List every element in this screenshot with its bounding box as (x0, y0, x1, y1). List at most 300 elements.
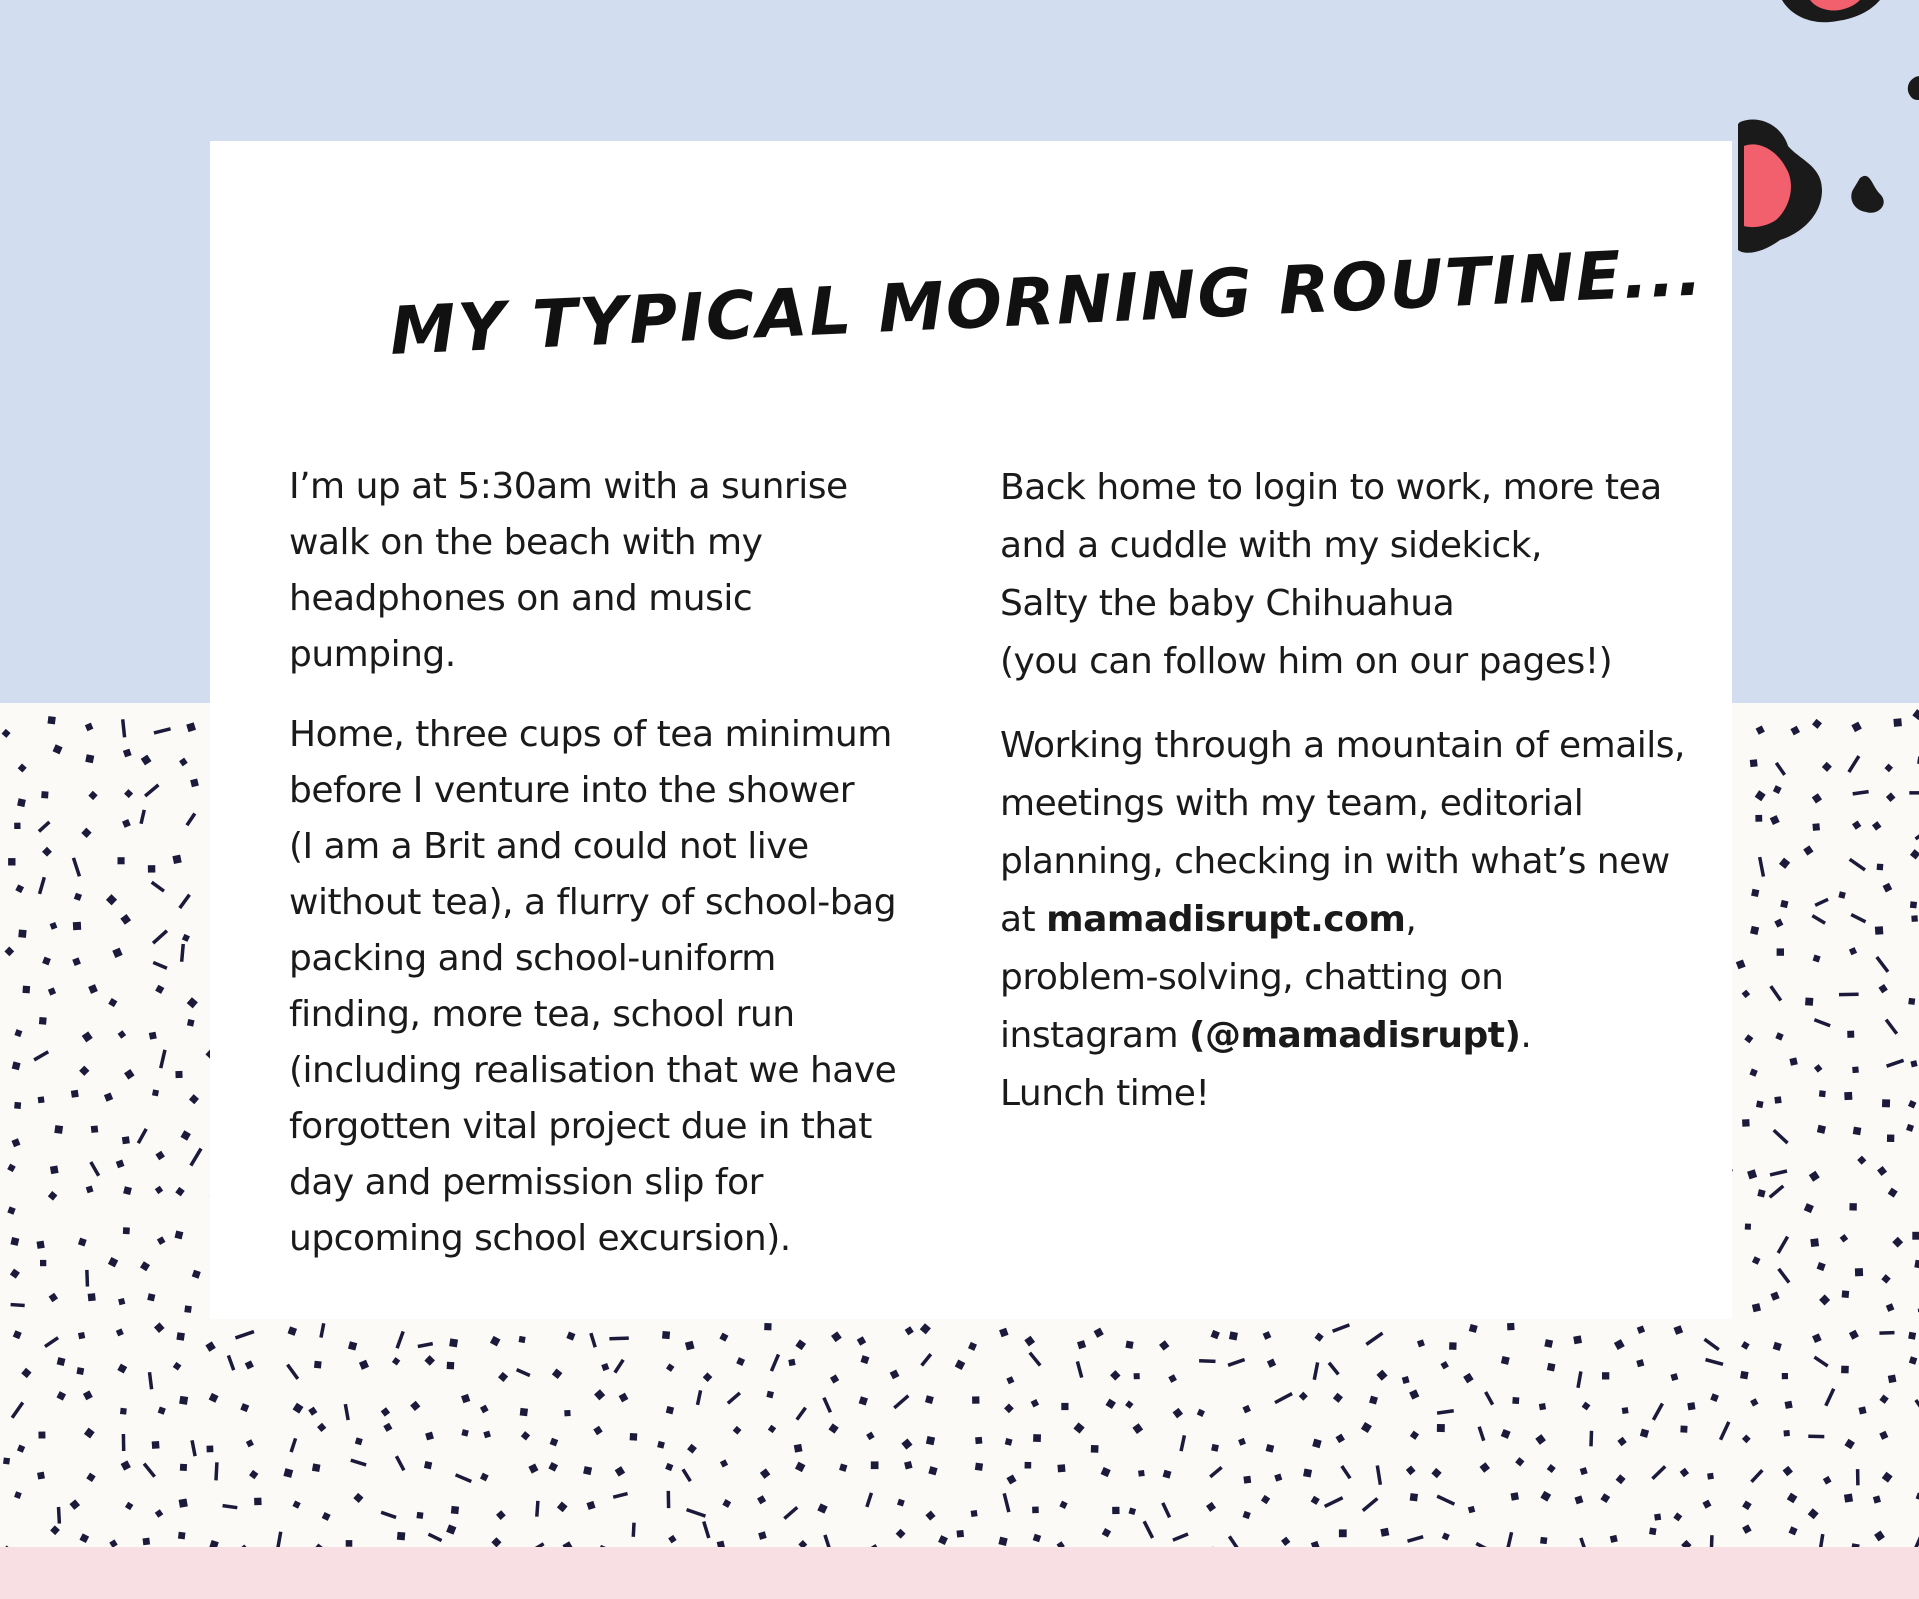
confetti-piece (83, 1390, 93, 1400)
confetti-piece (998, 1537, 1007, 1546)
confetti-piece (1274, 1392, 1293, 1404)
confetti-piece (1914, 1532, 1919, 1547)
confetti-piece (50, 1525, 60, 1535)
confetti-piece (410, 1401, 420, 1411)
confetti-piece (722, 1499, 731, 1508)
confetti-piece (1819, 1294, 1830, 1305)
confetti-piece (428, 1533, 443, 1543)
confetti-piece (1741, 1341, 1750, 1350)
confetti-piece (37, 1472, 45, 1480)
confetti-piece (535, 1501, 540, 1517)
confetti-piece (49, 1293, 58, 1302)
confetti-piece (81, 828, 91, 838)
confetti-piece (925, 1395, 934, 1404)
confetti-piece (1877, 1166, 1887, 1176)
confetti-piece (1702, 1500, 1711, 1509)
confetti-piece (176, 1332, 184, 1340)
confetti-piece (521, 1431, 530, 1440)
confetti-piece (353, 1493, 363, 1503)
confetti-piece (1842, 1290, 1850, 1298)
confetti-piece (10, 1303, 24, 1307)
confetti-piece (871, 1461, 879, 1469)
confetti-piece (831, 1331, 842, 1342)
confetti-piece (1102, 1528, 1111, 1537)
confetti-piece (516, 1368, 531, 1377)
confetti-piece (1616, 1474, 1626, 1484)
confetti-piece (190, 779, 199, 788)
confetti-piece (39, 1017, 47, 1025)
confetti-piece (1024, 1336, 1035, 1347)
confetti-piece (1266, 1444, 1275, 1453)
confetti-piece (1339, 1529, 1347, 1537)
confetti-piece (594, 1389, 605, 1400)
confetti-piece (1242, 1405, 1250, 1413)
confetti-piece (770, 1354, 780, 1372)
right-paragraph-2 (1000, 717, 1710, 1123)
confetti-piece (483, 1431, 491, 1439)
confetti-piece (1540, 1537, 1547, 1544)
confetti-piece (1515, 1457, 1524, 1466)
confetti-piece (186, 722, 196, 732)
confetti-piece (424, 1461, 432, 1469)
confetti-piece (180, 1464, 187, 1471)
confetti-piece (123, 1227, 130, 1234)
confetti-piece (1852, 820, 1861, 829)
confetti-piece (783, 1506, 798, 1520)
confetti-piece (1819, 1090, 1826, 1097)
confetti-piece (22, 986, 30, 994)
confetti-piece (392, 1357, 400, 1365)
confetti-piece (149, 1032, 157, 1040)
confetti-piece (956, 1530, 964, 1538)
confetti-piece (519, 1336, 526, 1343)
confetti-piece (1775, 762, 1786, 776)
confetti-piece (1314, 1332, 1323, 1341)
confetti-piece (151, 881, 165, 893)
confetti-piece (381, 1407, 390, 1416)
confetti-piece (33, 1050, 49, 1061)
confetti-piece (1197, 1409, 1205, 1417)
confetti-piece (1480, 1462, 1491, 1473)
confetti-piece (593, 1426, 602, 1435)
confetti-piece (1449, 1342, 1457, 1350)
confetti-piece (968, 1342, 977, 1351)
confetti-piece (1849, 858, 1866, 872)
confetti-piece (141, 755, 152, 766)
confetti-piece (1812, 719, 1822, 729)
left-paragraph-2: Home, three cups of tea minimum before I venture into the shower (I am a Brit and could not live without tea), a flurry of school-bag packing and school-uniform finding, more tea, school run (including realisation that we have forgotten vital project due in that day and permission slip for upcoming school excursion). (289, 714, 897, 1259)
confetti-piece (50, 1165, 59, 1174)
confetti-piece (1736, 959, 1746, 969)
confetti-piece (904, 1461, 912, 1469)
confetti-piece (1803, 845, 1813, 855)
confetti-piece (1888, 1188, 1898, 1198)
confetti-piece (1110, 1370, 1120, 1380)
confetti-piece (1407, 1535, 1424, 1543)
confetti-piece (1580, 1467, 1588, 1475)
confetti-piece (1649, 1528, 1657, 1536)
confetti-piece (1173, 1408, 1184, 1419)
confetti-piece (1809, 1171, 1820, 1182)
confetti-piece (589, 1333, 597, 1348)
confetti-piece (7, 1164, 16, 1173)
confetti-piece (1745, 1223, 1751, 1229)
right-paragraph-2-text-middle: , problem-solving, chatting on instagram (1000, 899, 1504, 1056)
confetti-piece (1680, 1426, 1687, 1433)
confetti-piece (1805, 997, 1813, 1005)
confetti-piece (1417, 1339, 1425, 1347)
confetti-piece (69, 1499, 80, 1510)
confetti-piece (1773, 1342, 1782, 1351)
confetti-piece (1312, 1439, 1322, 1449)
confetti-piece (1893, 718, 1902, 727)
confetti-piece (1879, 1431, 1888, 1440)
confetti-piece (1436, 1495, 1455, 1506)
confetti-piece (222, 1504, 237, 1510)
confetti-piece (209, 1540, 218, 1547)
confetti-piece (1784, 1401, 1792, 1409)
confetti-piece (955, 1360, 965, 1370)
confetti-piece (10, 1269, 20, 1279)
confetti-piece (920, 1353, 932, 1367)
confetti-piece (1238, 1438, 1246, 1446)
confetti-piece (1547, 1363, 1556, 1372)
confetti-piece (355, 1437, 363, 1445)
confetti-piece (496, 1510, 506, 1520)
confetti-piece (839, 1463, 847, 1471)
confetti-piece (1789, 1057, 1797, 1065)
confetti-piece (13, 1330, 22, 1339)
confetti-piece (4, 947, 14, 957)
confetti-piece (140, 1261, 150, 1271)
confetti-piece (1770, 815, 1780, 825)
confetti-piece (657, 1441, 665, 1449)
confetti-piece (206, 1445, 213, 1452)
confetti-piece (1463, 1373, 1473, 1383)
confetti-piece (1911, 915, 1918, 922)
confetti-piece (702, 1521, 710, 1539)
confetti-piece (348, 1341, 357, 1350)
confetti-piece (175, 1071, 182, 1078)
confetti-piece (1879, 1394, 1888, 1403)
confetti-piece (395, 1455, 406, 1471)
confetti-piece (666, 1363, 674, 1371)
confetti-piece (1263, 1331, 1272, 1340)
confetti-piece (1844, 1494, 1853, 1503)
confetti-piece (179, 1396, 188, 1405)
website-link[interactable]: mamadisrupt.com (1046, 899, 1406, 940)
confetti-piece (283, 1468, 293, 1478)
confetti-piece (1159, 1340, 1169, 1350)
confetti-piece (1033, 1434, 1041, 1442)
confetti-piece (788, 1359, 795, 1366)
right-paragraph-2-text-start: Working through a mountain of emails, meetings with my team, editorial planning, checking in with what’s new at (1000, 725, 1685, 940)
confetti-piece (1361, 1422, 1372, 1433)
confetti-piece (1437, 1424, 1445, 1432)
confetti-piece (938, 1535, 948, 1545)
confetti-piece (1057, 1464, 1065, 1472)
confetti-piece (1333, 1393, 1343, 1403)
confetti-piece (214, 1462, 218, 1480)
confetti-piece (455, 1473, 472, 1483)
confetti-piece (1873, 1495, 1881, 1503)
confetti-piece (14, 1491, 22, 1499)
confetti-piece (727, 1392, 741, 1405)
confetti-piece (85, 1270, 89, 1287)
confetti-piece (246, 1439, 254, 1447)
confetti-piece (1406, 1465, 1416, 1475)
confetti-piece (1132, 1423, 1143, 1434)
confetti-piece (1332, 1323, 1350, 1333)
confetti-piece (1742, 1434, 1751, 1443)
confetti-piece (1670, 1373, 1678, 1381)
confetti-piece (21, 1368, 31, 1378)
confetti-piece (1267, 1359, 1276, 1368)
confetti-piece (1812, 823, 1820, 831)
confetti-piece (1910, 849, 1919, 859)
confetti-piece (1199, 1359, 1216, 1363)
confetti-piece (1507, 1323, 1515, 1331)
instagram-handle-link[interactable]: (@mamadisrupt) (1188, 1015, 1521, 1056)
confetti-piece (1281, 1537, 1290, 1546)
confetti-piece (1773, 1129, 1789, 1144)
confetti-piece (757, 1495, 766, 1504)
confetti-piece (1884, 764, 1893, 773)
confetti-piece (564, 1410, 570, 1416)
confetti-piece (173, 1362, 182, 1371)
confetti-piece (1006, 1376, 1014, 1384)
confetti-piece (153, 961, 168, 970)
confetti-piece (54, 1125, 63, 1134)
confetti-piece (1750, 759, 1758, 767)
confetti-piece (175, 1187, 184, 1196)
confetti-piece (1299, 1392, 1308, 1401)
confetti-piece (1817, 1125, 1826, 1134)
confetti-piece (1512, 1397, 1519, 1404)
confetti-piece (901, 1439, 912, 1450)
confetti-piece (1410, 1493, 1418, 1501)
confetti-piece (1782, 1373, 1788, 1379)
confetti-piece (1243, 1511, 1251, 1519)
confetti-piece (975, 1437, 982, 1444)
confetti-piece (155, 1509, 163, 1517)
confetti-piece (137, 1128, 148, 1144)
confetti-piece (1229, 1331, 1238, 1340)
confetti-piece (155, 1151, 165, 1161)
confetti-piece (1369, 1396, 1378, 1405)
confetti-piece (1756, 1101, 1764, 1109)
confetti-piece (317, 1423, 326, 1432)
confetti-piece (1340, 1465, 1351, 1479)
confetti-piece (417, 1342, 433, 1348)
confetti-piece (293, 1403, 304, 1414)
confetti-piece (696, 1390, 703, 1405)
confetti-piece (397, 1532, 405, 1540)
confetti-piece (71, 1090, 79, 1098)
confetti-piece (1856, 1469, 1860, 1485)
confetti-piece (1888, 1374, 1897, 1383)
confetti-piece (48, 1191, 58, 1201)
confetti-piece (1539, 1403, 1546, 1410)
confetti-piece (619, 1393, 629, 1403)
confetti-piece (1742, 1119, 1750, 1127)
confetti-piece (88, 984, 98, 994)
confetti-piece (42, 847, 52, 857)
confetti-piece (1128, 1507, 1136, 1515)
confetti-piece (1812, 793, 1822, 803)
confetti-piece (1812, 1333, 1822, 1343)
confetti-piece (1311, 1496, 1320, 1505)
confetti-piece (703, 1372, 713, 1382)
confetti-piece (53, 744, 63, 754)
confetti-piece (1484, 1391, 1494, 1405)
confetti-piece (447, 1362, 455, 1370)
confetti-piece (1138, 1470, 1145, 1477)
confetti-piece (89, 1161, 100, 1176)
confetti-piece (76, 1367, 84, 1375)
confetti-piece (1774, 1096, 1781, 1103)
confetti-piece (1789, 1526, 1798, 1535)
confetti-piece (381, 1511, 397, 1519)
confetti-piece (1755, 815, 1762, 822)
confetti-piece (10, 1237, 19, 1246)
confetti-piece (1810, 1238, 1819, 1247)
confetti-piece (1751, 889, 1759, 897)
confetti-piece (1211, 1444, 1219, 1452)
confetti-piece (1172, 1532, 1188, 1541)
confetti-piece (312, 1463, 321, 1472)
confetti-piece (1908, 998, 1915, 1005)
confetti-piece (1640, 1429, 1649, 1438)
confetti-piece (88, 1293, 96, 1301)
confetti-piece (1501, 1356, 1510, 1365)
confetti-piece (446, 1524, 456, 1534)
confetti-piece (1025, 1462, 1032, 1469)
confetti-piece (1654, 1513, 1661, 1520)
confetti-piece (38, 1432, 45, 1439)
confetti-piece (179, 758, 188, 767)
confetti-piece (249, 1470, 258, 1479)
confetti-piece (1808, 1435, 1824, 1439)
confetti-piece (1787, 1493, 1798, 1504)
confetti-piece (1822, 762, 1832, 772)
confetti-piece (1886, 792, 1896, 802)
confetti-piece (1681, 1540, 1691, 1547)
confetti-piece (14, 1029, 22, 1037)
confetti-piece (1775, 1032, 1783, 1040)
confetti-piece (314, 1361, 322, 1369)
confetti-piece (795, 1462, 805, 1472)
confetti-piece (1477, 1426, 1485, 1441)
confetti-piece (1673, 1325, 1683, 1335)
confetti-piece (1881, 1274, 1890, 1283)
confetti-piece (451, 1506, 459, 1514)
confetti-piece (601, 1363, 609, 1371)
confetti-piece (1883, 883, 1893, 893)
confetti-piece (1031, 1399, 1039, 1407)
confetti-piece (47, 716, 55, 724)
confetti-piece (121, 1460, 131, 1470)
confetti-piece (121, 719, 126, 737)
confetti-piece (1813, 954, 1821, 962)
confetti-piece (798, 1540, 807, 1547)
confetti-piece (36, 1241, 44, 1249)
confetti-piece (1885, 1019, 1898, 1035)
confetti-piece (795, 1407, 807, 1421)
confetti-piece (425, 1432, 434, 1441)
confetti-piece (1909, 791, 1919, 795)
confetti-piece (155, 985, 164, 994)
confetti-piece (1839, 993, 1859, 997)
confetti-piece (1777, 948, 1784, 955)
confetti-piece (85, 723, 94, 732)
confetti-piece (1303, 1469, 1312, 1478)
confetti-piece (1105, 1399, 1115, 1409)
article-title: MY TYPICAL MORNING ROUTINE... (388, 233, 1706, 370)
confetti-piece (1206, 1502, 1216, 1512)
confetti-piece (154, 727, 171, 735)
confetti-piece (1844, 1092, 1852, 1100)
confetti-piece (292, 1500, 300, 1508)
confetti-piece (1211, 1330, 1220, 1339)
confetti-piece (123, 1186, 132, 1195)
confetti-piece (975, 1463, 983, 1471)
confetti-piece (1440, 1361, 1448, 1369)
right-paragraph-1: Back home to login to work, more tea and a cuddle with my sidekick, Salty the baby Chihuahua (you can follow him on our pages!) (1000, 467, 1662, 682)
confetti-piece (38, 821, 51, 833)
confetti-piece (1777, 1268, 1790, 1284)
confetti-piece (1783, 1430, 1790, 1437)
confetti-piece (123, 749, 132, 758)
confetti-piece (1755, 790, 1766, 801)
confetti-piece (148, 865, 156, 873)
confetti-piece (1886, 1303, 1895, 1312)
confetti-piece (1077, 1340, 1086, 1349)
confetti-piece (1168, 1374, 1177, 1383)
confetti-piece (1600, 1493, 1610, 1503)
confetti-piece (286, 1364, 299, 1380)
confetti-piece (1770, 1292, 1779, 1301)
confetti-piece (1261, 1495, 1270, 1504)
confetti-piece (1617, 1437, 1626, 1446)
confetti-piece (108, 1257, 118, 1267)
confetti-piece (461, 1429, 469, 1437)
confetti-piece (1808, 1508, 1819, 1519)
confetti-piece (189, 1148, 202, 1167)
confetti-piece (1742, 990, 1751, 999)
confetti-piece (1813, 1356, 1828, 1368)
confetti-piece (148, 1372, 154, 1389)
confetti-piece (719, 1333, 728, 1342)
confetti-piece (557, 1502, 568, 1513)
confetti-piece (79, 1066, 89, 1076)
confetti-piece (1892, 1237, 1903, 1248)
confetti-piece (175, 1231, 184, 1240)
confetti-piece (152, 929, 168, 944)
confetti-piece (1811, 914, 1826, 925)
confetti-piece (56, 1391, 66, 1401)
confetti-piece (1849, 947, 1857, 955)
confetti-piece (1511, 1492, 1519, 1500)
confetti-piece (1376, 1370, 1387, 1381)
confetti-piece (613, 1492, 628, 1499)
confetti-piece (1602, 1372, 1609, 1379)
confetti-piece (41, 791, 48, 798)
confetti-piece (1879, 1331, 1894, 1335)
confetti-piece (1506, 1532, 1514, 1547)
confetti-piece (38, 1096, 45, 1103)
confetti-piece (1817, 1262, 1826, 1271)
